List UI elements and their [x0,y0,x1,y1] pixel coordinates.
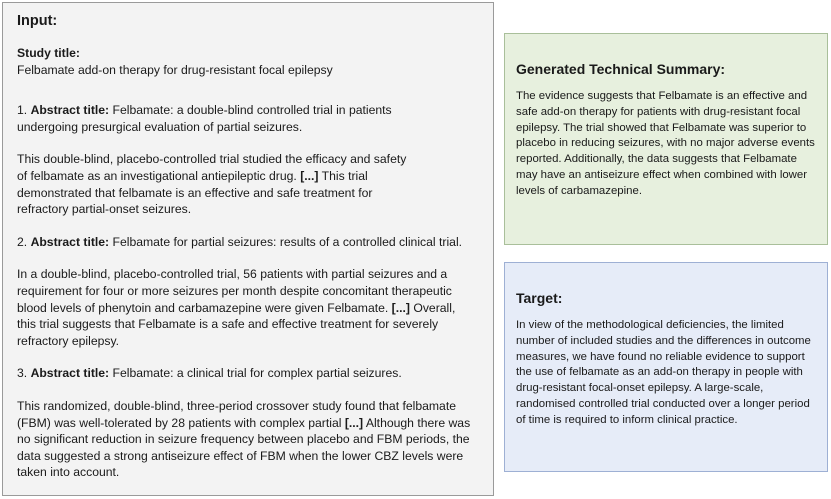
ellipsis-marker: [...] [344,415,364,430]
abstract-title-label: Abstract title: [30,234,110,249]
target-text: In view of the methodological deficiencies, the limited number of included studies and the differences in outcome measures, we have found no reliable evidence to support the use of felbamate as an add-on therapy in people with drug-resistant focal-onset epilepsy. A large-scale, randomised controlled trial conducted over a longer period of time is required to inform clinical practice. [516,319,811,426]
generated-summary-panel [504,33,828,245]
abstract-body-end: Overall, this trial suggests that Felbamate is a safe and effective treatment for severely refractory epilepsy. [17,300,456,348]
ellipsis-marker: [...] [300,168,319,183]
abstract-body-start: In a double-blind, placebo-controlled trial, 56 patients with partial seizures and a requirement for four or more seizures per month despite concomitant therapeutic blood levels of phenytoin and carbamazepine were given Felbamate. [17,267,452,315]
abstract-2-body [17,266,457,349]
abstract-1-body [17,151,409,217]
target-heading: Target: [516,290,563,306]
input-panel [2,2,494,496]
ellipsis-marker: [...] [391,300,410,315]
abstract-2-title-block [17,234,485,251]
abstract-3-title-block [17,365,485,382]
abstract-number: 3. [17,366,28,381]
input-heading: Input: [17,13,58,29]
abstract-title-label: Abstract title: [30,366,110,381]
abstract-title: Felbamate for partial seizures: results of a controlled clinical trial. [112,234,463,249]
abstract-3-body [17,398,483,481]
abstract-1-title-block [17,102,427,135]
abstract-body-end: This trial demonstrated that felbamate is an effective and safe treatment for refractory partial-onset seizures. [17,168,373,217]
abstract-title-label: Abstract title: [30,103,110,118]
target-panel [504,262,828,472]
abstract-title: Felbamate: a clinical trial for complex partial seizures. [112,366,402,381]
study-title-section [17,45,481,78]
abstract-title: Felbamate: a double-blind controlled trial in patients undergoing presurgical evaluation of partial seizures. [17,103,392,134]
summary-heading: Generated Technical Summary: [516,61,726,77]
abstract-number: 1. [17,103,28,118]
abstract-body-start: This randomized, double-blind, three-period crossover study found that felbamate (FBM) was well-tolerated by 28 patients with complex partial [17,398,456,430]
study-title: Felbamate add-on therapy for drug-resistant focal epilepsy [17,62,333,77]
abstract-number: 2. [17,234,28,249]
abstract-body-end: Although there was no significant reduction in seizure frequency between placebo and FBM periods, the data suggested a strong antiseizure effect of FBM when the lower CBZ levels were taken into account. [17,415,471,480]
abstract-body-start: This double-blind, placebo-controlled trial studied the efficacy and safety of felbamate as an investigational antiepileptic drug. [17,152,407,183]
summary-text: The evidence suggests that Felbamate is an effective and safe add-on therapy for patients with drug-resistant focal epilepsy. The trial showed that Felbamate was superior to placebo in reducing seizures, with no major adverse events reported. Additionally, the data suggests that Felbamate may have an antiseizure effect when combined with lower levels of carbamazepine. [516,90,815,197]
study-title-label: Study title: [17,46,80,60]
